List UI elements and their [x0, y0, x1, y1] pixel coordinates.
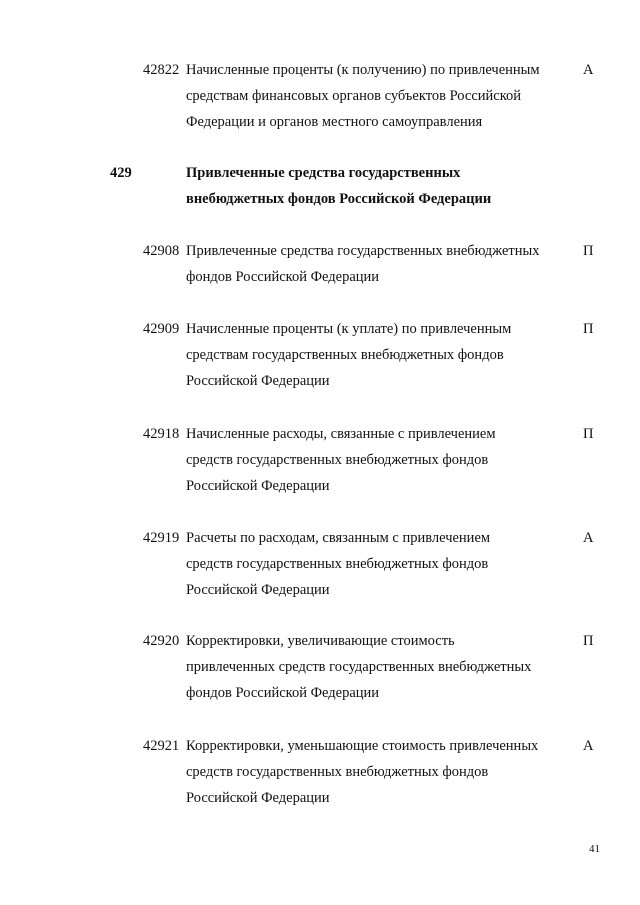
section-title [186, 160, 566, 212]
account-type: П [583, 243, 594, 259]
section-code: 429 [110, 165, 132, 181]
page-number: 41 [589, 843, 600, 855]
account-code: 42909 [143, 321, 180, 337]
description-line: Расчеты по расходам, связанным с привлечением [186, 530, 491, 546]
description-line: средств государственных внебюджетных фондов [186, 452, 489, 468]
account-code: 42908 [143, 243, 180, 259]
account-type: П [583, 426, 594, 442]
description-line: Российской Федерации [186, 790, 330, 806]
section-title-line: Привлеченные средства государственных [186, 165, 461, 181]
account-description [186, 316, 566, 394]
account-code: 42920 [143, 633, 180, 649]
account-code: 42822 [143, 62, 180, 78]
description-line: средств государственных внебюджетных фондов [186, 764, 489, 780]
description-line: фондов Российской Федерации [186, 269, 380, 285]
description-line: Начисленные проценты (к получению) по привлеченным [186, 62, 540, 78]
description-line: Начисленные проценты (к уплате) по привлеченным [186, 321, 512, 337]
account-description [186, 525, 566, 603]
account-type: А [583, 62, 594, 78]
account-type: П [583, 633, 594, 649]
account-description [186, 628, 566, 706]
description-line: Российской Федерации [186, 478, 330, 494]
description-line: Корректировки, увеличивающие стоимость [186, 633, 455, 649]
account-description [186, 57, 566, 135]
description-line: Привлеченные средства государственных внебюджетных [186, 243, 540, 259]
description-line: Корректировки, уменьшающие стоимость привлеченных [186, 738, 539, 754]
description-line: Российской Федерации [186, 373, 330, 389]
account-type: П [583, 321, 594, 337]
account-type: А [583, 530, 594, 546]
account-description [186, 238, 566, 290]
section-title-line: внебюджетных фондов Российской Федерации [186, 191, 492, 207]
account-type: А [583, 738, 594, 754]
description-line: средствам финансовых органов субъектов Российской [186, 88, 522, 104]
account-description [186, 733, 566, 811]
account-code: 42918 [143, 426, 180, 442]
description-line: средств государственных внебюджетных фондов [186, 556, 489, 572]
account-code: 42921 [143, 738, 180, 754]
description-line: Российской Федерации [186, 582, 330, 598]
description-line: Начисленные расходы, связанные с привлечением [186, 426, 496, 442]
account-code: 42919 [143, 530, 180, 546]
account-description [186, 421, 566, 499]
description-line: Федерации и органов местного самоуправления [186, 114, 483, 130]
description-line: привлеченных средств государственных внебюджетных [186, 659, 532, 675]
description-line: средствам государственных внебюджетных фондов [186, 347, 504, 363]
description-line: фондов Российской Федерации [186, 685, 380, 701]
